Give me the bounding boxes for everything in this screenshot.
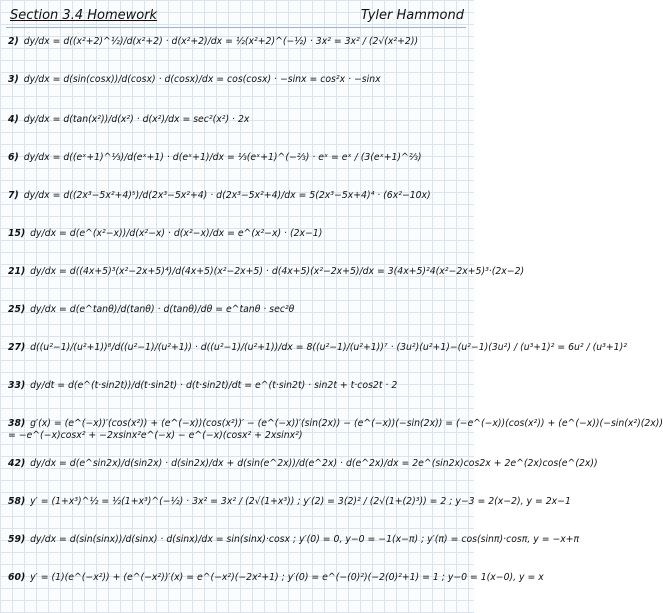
- problem-58-line-1: [8, 496, 571, 508]
- problem-60: [8, 572, 544, 584]
- problem-25-work: dy/dx = d(e^tanθ)/d(tanθ) · d(tanθ)/dθ = e^tanθ · sec²θ: [30, 304, 295, 315]
- problem-33-number: 33): [8, 380, 26, 391]
- problem-60-work: y′ = (1)(e^(−x²)) + (e^(−x²))′(x) = e^(−x²)(−2x²+1) ; y′(0) = e^(−(0)²)(−2(0)²+1) = 1 ; y−0 = 1(x−0), y = x: [30, 572, 544, 583]
- problem-6-line-1: [8, 152, 466, 164]
- problem-38-number: 38): [8, 418, 26, 429]
- problem-4-number: 4): [8, 114, 19, 125]
- problem-59: [8, 534, 580, 546]
- problem-42-work: dy/dx = d(e^sin2x)/d(sin2x) · d(sin2x)/dx + d(sin(e^2x))/d(e^2x) · d(e^2x)/dx = 2e^(sin2x)cos2x + 2e^(2x)cos(e^(2x)): [30, 458, 598, 469]
- problem-6-number: 6): [8, 152, 19, 163]
- problem-21-work: dy/dx = d((4x+5)³(x²−2x+5)⁴)/d(4x+5)(x²−2x+5) · d(4x+5)(x²−2x+5)/dx = 3(4x+5)²4(x²−2x+5)³·(2x−2): [30, 266, 525, 277]
- problem-21-number: 21): [8, 266, 26, 277]
- problem-38-line-2: = −e^(−x)cosx² + −2xsinx²e^(−x) − e^(−x)(cosx² + 2xsinx²): [8, 430, 303, 441]
- problem-27-line-1: [8, 342, 627, 354]
- problem-21-line-1: [8, 266, 525, 278]
- problem-21: [8, 266, 525, 278]
- problem-38-line-1: [8, 418, 663, 430]
- problem-3-number: 3): [8, 74, 19, 85]
- author-name: Tyler Hammond: [360, 8, 464, 23]
- problem-58: [8, 496, 571, 508]
- problem-4: [8, 114, 466, 126]
- problem-60-line-1: [8, 572, 544, 584]
- problem-42: [8, 458, 598, 470]
- problem-7: [8, 190, 466, 202]
- problem-25: [8, 304, 466, 316]
- problem-4-work: dy/dx = d(tan(x²))/d(x²) · d(x²)/dx = sec²(x²) · 2x: [23, 114, 250, 125]
- problem-42-number: 42): [8, 458, 26, 469]
- problem-3: [8, 74, 466, 86]
- problem-15-work: dy/dx = d(e^(x²−x))/d(x²−x) · d(x²−x)/dx = e^(x²−x) · (2x−1): [30, 228, 323, 239]
- problem-2: [8, 36, 466, 48]
- problem-6: [8, 152, 466, 164]
- problem-33-work: dy/dt = d(e^(t·sin2t))/d(t·sin2t) · d(t·sin2t)/dt = e^(t·sin2t) · sin2t + t·cos2t · 2: [30, 380, 398, 391]
- page-title: Section 3.4 Homework: [10, 8, 158, 23]
- problem-33-line-1: [8, 380, 466, 392]
- problem-58-number: 58): [8, 496, 26, 507]
- problem-42-line-1: [8, 458, 598, 470]
- problem-3-work: dy/dx = d(sin(cosx))/d(cosx) · d(cosx)/dx = cos(cosx) · −sinx = cos²x · −sinx: [23, 74, 381, 85]
- problem-27: [8, 342, 627, 354]
- problem-2-number: 2): [8, 36, 19, 47]
- problem-33: [8, 380, 466, 392]
- problem-60-number: 60): [8, 572, 26, 583]
- problem-58-work: y′ = (1+x³)^½ = ½(1+x³)^(−½) · 3x² = 3x² / (2√(1+x³)) ; y′(2) = 3(2)² / (2√(1+(2)³)) = 2 ; y−3 = 2(x−2), y = 2x−1: [30, 496, 571, 507]
- problem-3-line-1: [8, 74, 466, 86]
- problem-7-number: 7): [8, 190, 19, 201]
- header-divider: [6, 27, 466, 28]
- problem-7-line-1: [8, 190, 466, 202]
- problem-59-line-1: [8, 534, 580, 546]
- problem-59-work: dy/dx = d(sin(sinx))/d(sinx) · d(sinx)/dx = sin(sinx)·cosx ; y′(0) = 0, y−0 = −1(x−π) ; y′(π) = cos(sinπ)·cosπ, y = −x+π: [30, 534, 580, 545]
- problem-6-work: dy/dx = d((eˣ+1)^⅓)/d(eˣ+1) · d(eˣ+1)/dx = ⅓(eˣ+1)^(−⅔) · eˣ = eˣ / (3(eˣ+1)^⅔): [23, 152, 422, 163]
- problem-7-work: dy/dx = d((2x³−5x²+4)⁵)/d(2x³−5x²+4) · d(2x³−5x²+4)/dx = 5(2x³−5x+4)⁴ · (6x²−10x): [23, 190, 431, 201]
- problem-27-number: 27): [8, 342, 26, 353]
- problem-4-line-1: [8, 114, 466, 126]
- problem-38-work: g′(x) = (e^(−x))′(cos(x²)) + (e^(−x))(cos(x²))′ − (e^(−x))′(sin(2x)) − (e^(−x))(−sin(2x)) = (−e^(−x))(cos(x²)) + (e^(−x))(−sin(x²)(2x)): [30, 418, 663, 429]
- problem-2-line-1: [8, 36, 466, 48]
- problem-25-number: 25): [8, 304, 26, 315]
- problem-38: [8, 418, 663, 442]
- problem-25-line-1: [8, 304, 466, 316]
- problem-59-number: 59): [8, 534, 26, 545]
- problem-2-work: dy/dx = d((x²+2)^½)/d(x²+2) · d(x²+2)/dx = ½(x²+2)^(−½) · 3x² = 3x² / (2√(x²+2)): [23, 36, 419, 47]
- problem-27-work: d((u²−1)/(u²+1))⁸/d((u²−1)/(u²+1)) · d((u²−1)/(u²+1))/dx = 8((u²−1)/(u²+1))⁷ · (3u²)(u²+1)−(u²−1)(3u²) / (u³+1)² = 6u² / (u³+1)²: [30, 342, 627, 353]
- problem-15-line-1: [8, 228, 466, 240]
- problem-15: [8, 228, 466, 240]
- problem-15-number: 15): [8, 228, 26, 239]
